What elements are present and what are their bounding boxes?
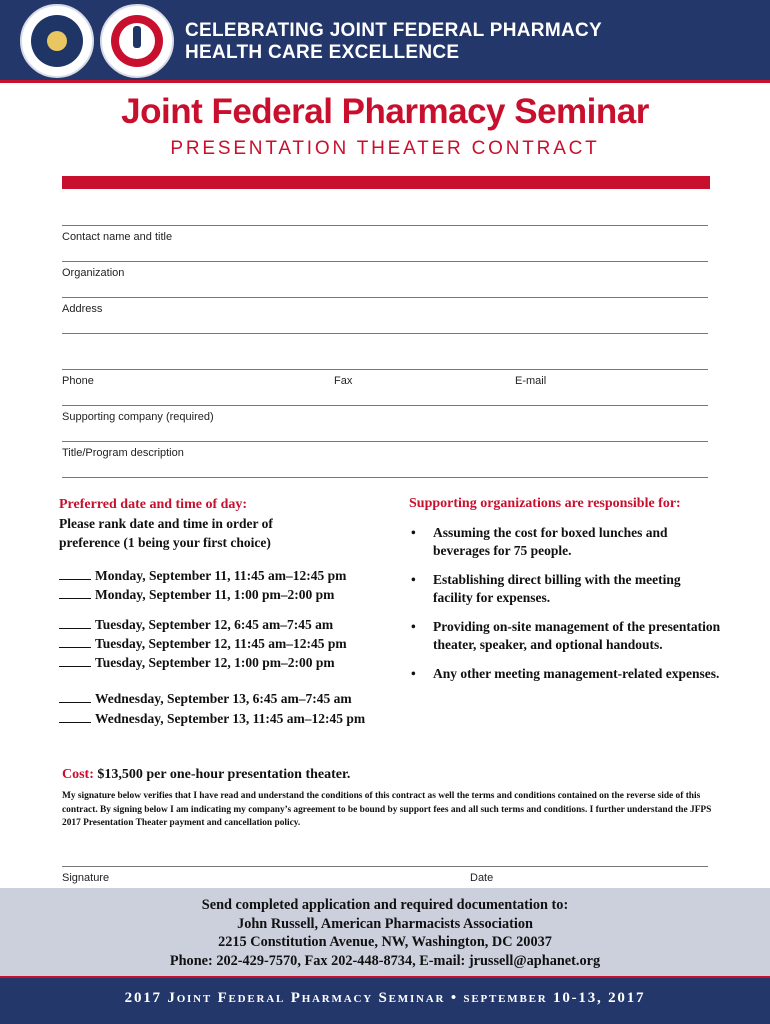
cost-line [62,767,350,783]
tagline-line-2: HEALTH CARE EXCELLENCE [185,42,460,63]
header-divider [0,80,770,83]
rank-blank[interactable] [59,690,91,703]
preferred-instructions: Please rank date and time in order of preference (1 being your first choice) [59,516,273,550]
signature-label: Signature [62,872,110,884]
rank-blank[interactable] [59,635,91,648]
preferred-date-section [59,495,399,728]
rank-blank[interactable] [59,616,91,629]
time-slot[interactable]: Tuesday, September 12, 11:45 am–12:45 pm [59,634,399,653]
send-line-1: Send completed application and required documentation to: [201,897,569,913]
address-label: Address [62,303,103,315]
organization-label: Organization [62,267,125,279]
rank-blank[interactable] [59,654,91,667]
title-program-line-2-field[interactable] [62,477,708,478]
supporting-company-label: Supporting company (required) [62,411,214,423]
page-title: Joint Federal Pharmacy Seminar [121,92,649,131]
send-to-box [0,888,770,976]
responsibility-item: • Any other meeting management-related expenses. [411,665,720,681]
send-line-4: Phone: 202-429-7570, Fax 202-448-8734, E-mail: jrussell@aphanet.org [169,952,601,969]
responsibility-item: • Providing on-site management of the presentation theater, speaker, and optional handouts. [411,618,721,652]
time-slot[interactable]: Monday, September 11, 11:45 am–12:45 pm [59,566,399,585]
time-slot[interactable]: Tuesday, September 12, 1:00 pm–2:00 pm [59,653,399,672]
fax-label: Fax [334,375,353,387]
tagline-line-1: CELEBRATING JOINT FEDERAL PHARMACY [185,20,602,41]
title-program-field[interactable] [62,441,708,459]
rank-blank[interactable] [59,567,91,580]
signature-field[interactable] [62,866,708,884]
title-bar [62,176,710,189]
responsibility-item: • Establishing direct billing with the meeting facility for expenses. [411,571,681,605]
footer-text: 2017 Joint Federal Pharmacy Seminar • september 10-13, 2017 [124,990,646,1006]
cost-value: $13,500 per one-hour presentation theater. [97,767,351,782]
jfps-seal-icon [100,4,174,78]
send-line-2: John Russell, American Pharmacists Association [237,915,533,932]
title-program-label: Title/Program description [62,447,184,459]
page-subtitle: PRESENTATION THEATER CONTRACT [170,138,600,159]
cost-label: Cost: [62,767,94,782]
address-field[interactable] [62,297,708,315]
contact-field[interactable] [62,225,708,243]
preferred-heading: Preferred date and time of day: [59,497,248,512]
rank-blank[interactable] [59,710,91,723]
organization-field[interactable] [62,261,708,279]
dod-seal-icon [20,4,94,78]
responsibility-item: • Assuming the cost for boxed lunches and beverages for 75 people. [411,524,668,558]
rank-blank[interactable] [59,586,91,599]
send-line-3: 2215 Constitution Avenue, NW, Washington, DC 20037 [218,934,552,950]
contact-label: Contact name and title [62,231,173,243]
email-label: E-mail [515,375,547,387]
responsibilities-section [409,495,719,683]
time-slot[interactable]: Wednesday, September 13, 11:45 am–12:45 pm [59,709,399,728]
time-slot[interactable]: Monday, September 11, 1:00 pm–2:00 pm [59,585,399,604]
responsibilities-heading: Supporting organizations are responsible for: [409,496,681,511]
header-tagline [185,20,602,64]
terms-paragraph: My signature below verifies that I have read and understand the conditions of this contract as well the terms and conditions contained on the reverse side of this contract. By signing below I am indicating my company’s agreement to be bound by support fees and all such terms and conditions. I further understand the JFPS 2017 Presentation Theater payment and cancellation policy. [62,791,712,828]
address-line-2-field[interactable] [62,333,708,334]
footer-banner [0,976,770,1024]
time-slot[interactable]: Wednesday, September 13, 6:45 am–7:45 am [59,689,399,708]
phone-fax-email-field[interactable] [62,369,708,387]
header-banner [0,0,770,80]
supporting-company-field[interactable] [62,405,708,423]
date-label: Date [470,872,494,884]
phone-label: Phone [62,375,94,387]
time-slot[interactable]: Tuesday, September 12, 6:45 am–7:45 am [59,615,399,634]
